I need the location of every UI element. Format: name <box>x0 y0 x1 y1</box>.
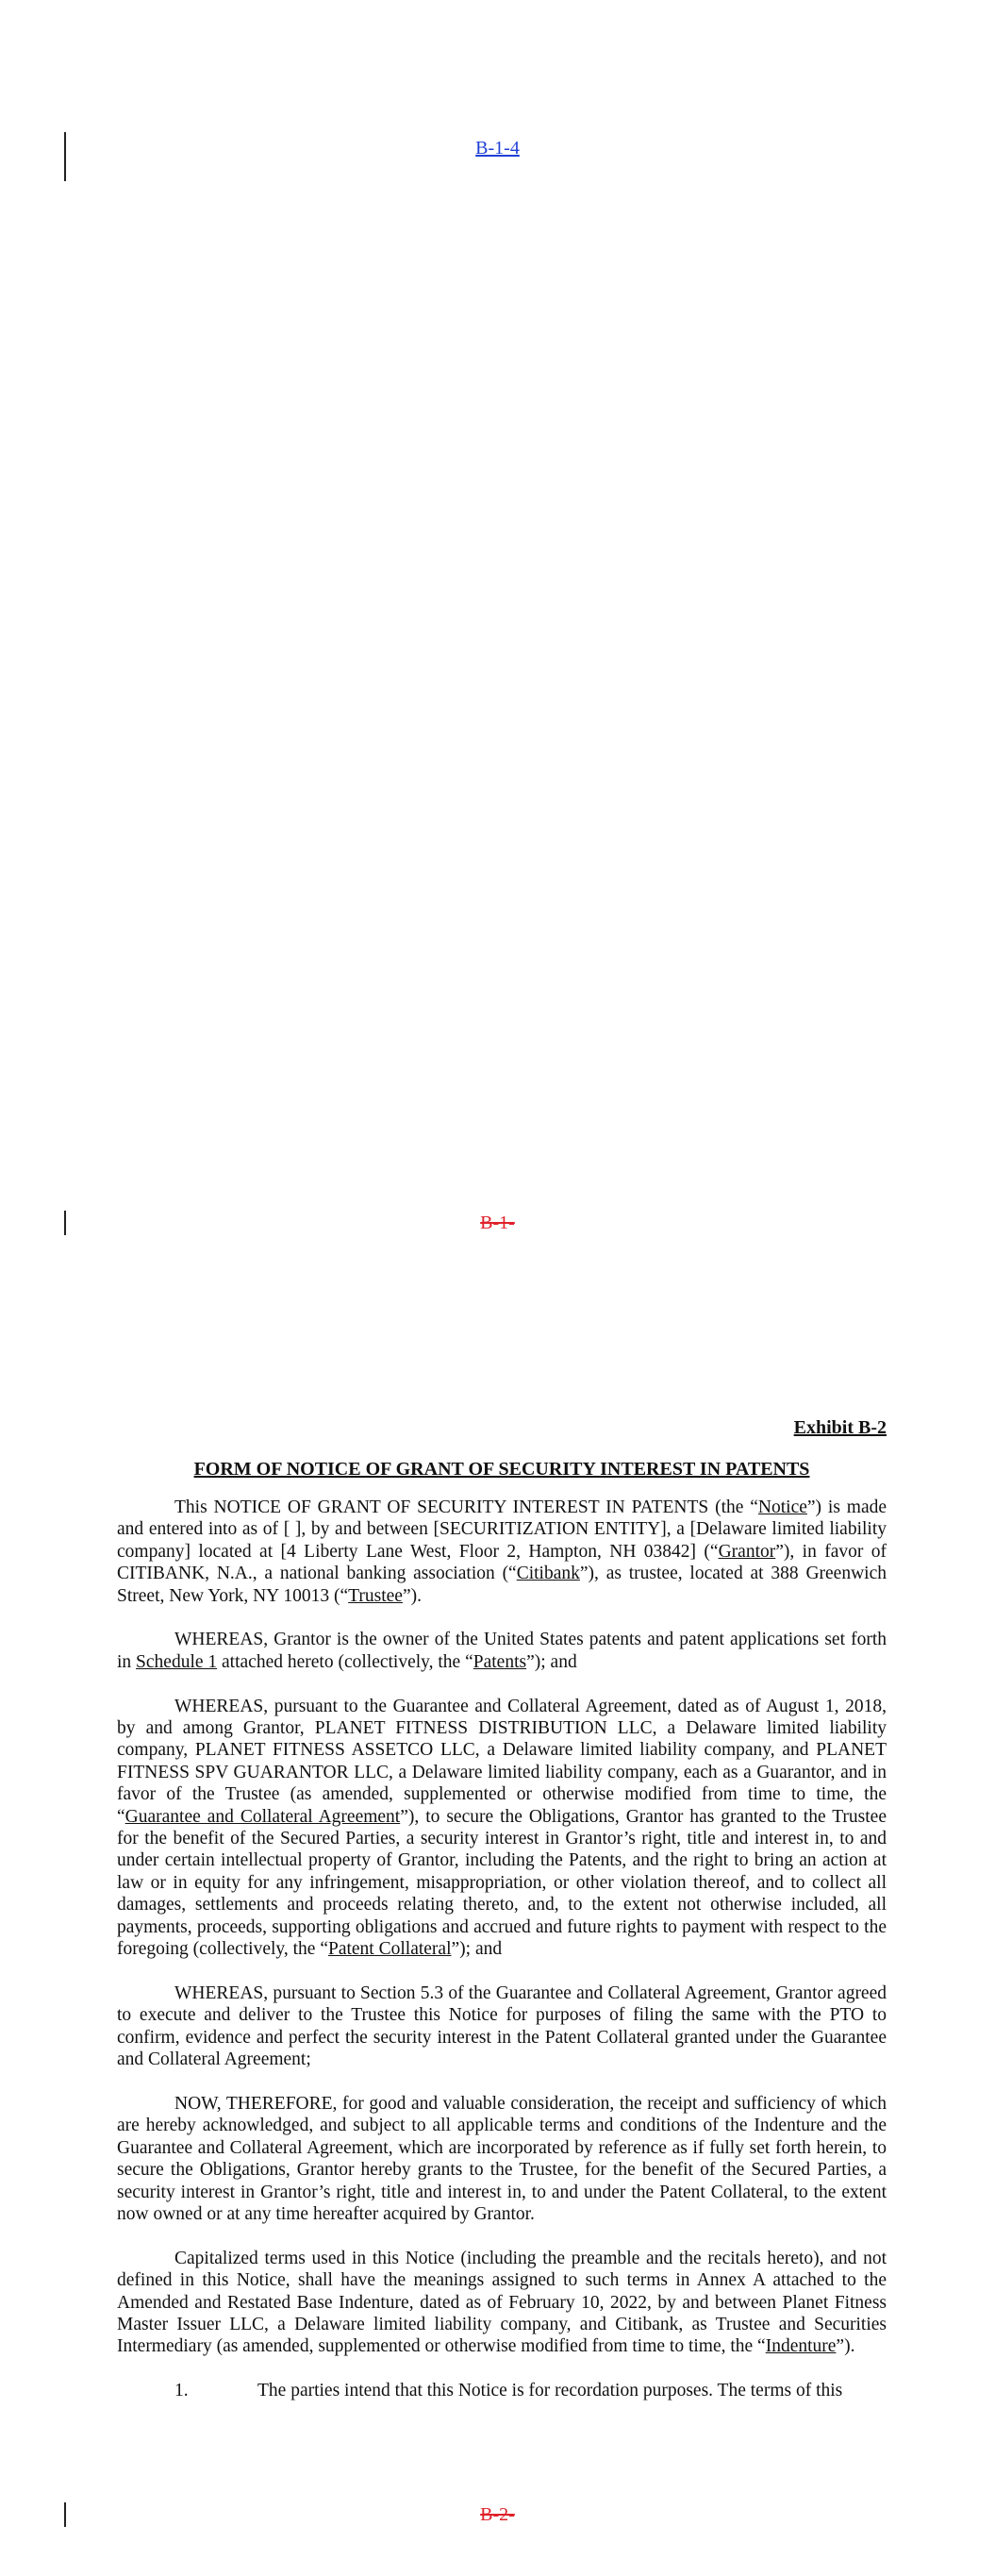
page-footer-deleted: B-1- <box>480 1213 515 1233</box>
item-number: 1. <box>174 2381 189 2401</box>
defined-term: Citibank <box>516 1564 580 1584</box>
paragraph-preamble: This NOTICE OF GRANT OF SECURITY INTEREST IN PATENTS (the “Notice”) is made and entered into as of [ ], by and between [SECURITIZATION ENTITY], a [Delaware limited liability company] located at [4 Liberty Lane West, Floor 2, Hampton, NH 03842] (“Grantor”), in favor of CITIBANK, N.A., a national banking association (“Citibank”), as trustee, located at 388 Greenwich Street, New York, NY 10013 (“Trustee”). <box>117 1497 887 1606</box>
document-title: FORM OF NOTICE OF GRANT OF SECURITY INTEREST IN PATENTS <box>193 1459 810 1480</box>
defined-term: Patent Collateral <box>327 1939 452 1960</box>
notice-body <box>117 1497 887 2402</box>
page-footer-inserted: B-1-4 <box>475 138 520 159</box>
defined-term: Notice <box>757 1497 807 1517</box>
defined-term: Grantor <box>718 1541 776 1562</box>
defined-term: Trustee <box>348 1585 403 1606</box>
defined-term: Indenture <box>765 2336 837 2357</box>
defined-term: Guarantee and Collateral Agreement <box>124 1806 401 1827</box>
paragraph-whereas-agreement: WHEREAS, pursuant to the Guarantee and Collateral Agreement, dated as of August 1, 2018, by and among Grantor, PLANET FITNESS DISTRIBUTION LLC, a Delaware limited liability company, PLANET FITNESS ASSETCO LLC, a Delaware limited liability company, and PLANET FITNESS SPV GUARANTOR LLC, a Delaware limited liability company, each as a Guarantor, and in favor of the Trustee (as amended, supplemented or otherwise modified from time to time, the “Guarantee and Collateral Agreement”), to secure the Obligations, Grantor has granted to the Trustee for the benefit of the Secured Parties, a security interest in Grantor’s right, title and interest in, to and under certain intellectual property of Grantor, including the Patents, and the right to bring an action at law or in equity for any infringement, misappropriation, or other violation thereof, and to collect all damages, settlements and proceeds relating thereto, and, to the extent not otherwise included, all payments, proceeds, supporting obligations and accrued and future rights to payment with respect to the foregoing (collectively, the “Patent Collateral”); and <box>117 1696 887 1960</box>
paragraph-whereas-owner: WHEREAS, Grantor is the owner of the United States patents and patent applications set forth in Schedule 1 attached hereto (collectively, the “Patents”); and <box>117 1630 887 1672</box>
numbered-item <box>117 2380 887 2401</box>
paragraph-now-therefore: NOW, THEREFORE, for good and valuable consideration, the receipt and sufficiency of which are hereby acknowledged, and subject to all applicable terms and conditions of the Indenture and the Guarantee and Collateral Agreement, which are incorporated by reference as if fully set forth herein, to secure the Obligations, Grantor hereby grants to the Trustee, for the benefit of the Secured Parties, a security interest in Grantor’s right, title and interest in, to and under the Patent Collateral, to the extent now owned or at any time hereafter acquired by Grantor. <box>117 2093 887 2224</box>
paragraph-capitalized-terms: Capitalized terms used in this Notice (including the preamble and the recitals hereto), and not defined in this Notice, shall have the meanings assigned to such terms in Annex A attached to the Amended and Restated Base Indenture, dated as of February 10, 2022, by and between Planet Fitness Master Issuer LLC, a Delaware limited liability company, and Citibank, as Trustee and Securities Intermediary (as amended, supplemented or otherwise modified from time to time, the “Indenture”). <box>117 2248 887 2357</box>
page-footer-deleted: B-2- <box>480 2504 515 2525</box>
item-text: The parties intend that this Notice is for recordation purposes. The terms of this <box>257 2381 843 2401</box>
schedule-reference: Schedule 1 <box>136 1651 218 1672</box>
paragraph-whereas-section: WHEREAS, pursuant to Section 5.3 of the Guarantee and Collateral Agreement, Grantor agreed to execute and deliver to the Trustee this Notice for purposes of filing the same with the PTO to confirm, evidence and perfect the security interest in the Patent Collateral granted under the Guarantee and Collateral Agreement; <box>117 1982 887 2070</box>
exhibit-label: Exhibit B-2 <box>793 1417 887 1438</box>
defined-term: Patents <box>473 1651 527 1672</box>
